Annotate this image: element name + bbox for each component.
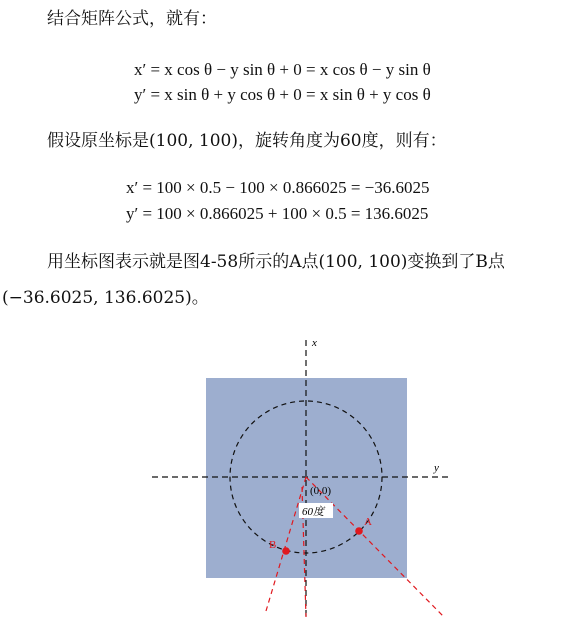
- point-b: [282, 547, 290, 555]
- equation-y-prime: y′ = x sin θ + y cos θ + 0 = x sin θ + y cos θ: [134, 85, 431, 104]
- y-axis-label: y: [434, 462, 439, 474]
- result-text-line2: (−36.6025, 136.6025)。: [2, 288, 209, 308]
- equation-y-prime-numeric: y′ = 100 × 0.866025 + 100 × 0.5 = 136.6025: [126, 204, 429, 223]
- result-text-line1: 用坐标图表示就是图4-58所示的A点(100, 100)变换到了B点: [47, 252, 505, 272]
- assumption-text: 假设原坐标是(100, 100)，旋转角度为60度，则有：: [47, 131, 447, 151]
- equation-x-prime-numeric: x′ = 100 × 0.5 − 100 × 0.866025 = −36.6025: [126, 178, 430, 197]
- rotation-figure: [0, 330, 567, 630]
- point-a: [355, 527, 363, 535]
- x-axis-label: x: [312, 337, 317, 349]
- equation-x-prime: x′ = x cos θ − y sin θ + 0 = x cos θ − y sin θ: [134, 60, 431, 79]
- origin-label: (0,0): [310, 485, 332, 497]
- angle-label: 60度: [302, 506, 324, 518]
- point-b-label: B: [269, 539, 277, 551]
- intro-text: 结合矩阵公式，就有：: [47, 9, 217, 29]
- point-a-label: A: [364, 516, 372, 528]
